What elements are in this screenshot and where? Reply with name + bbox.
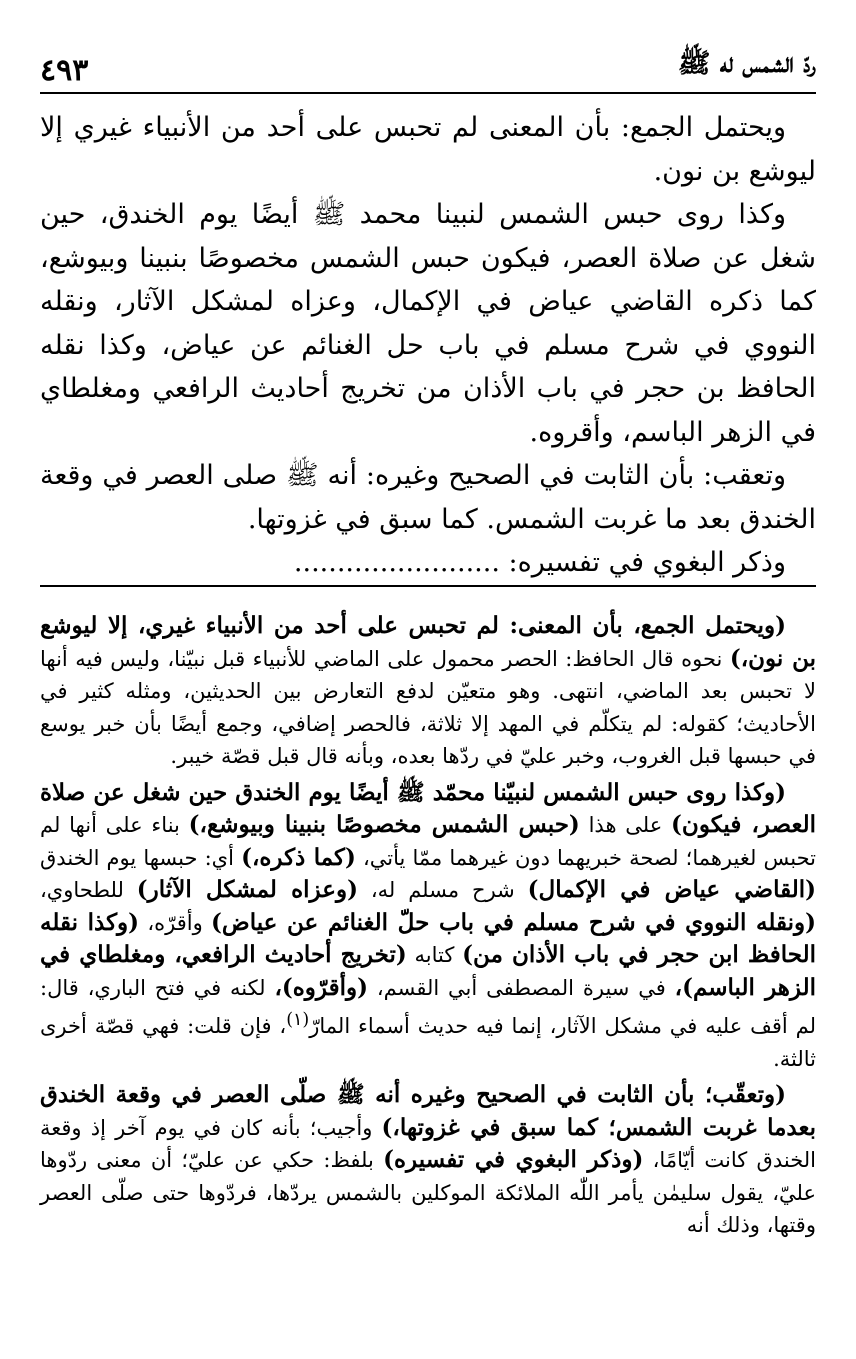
section-divider (40, 585, 816, 587)
quoted-matn: (كما ذكره،) (241, 843, 356, 871)
quoted-matn: (تخريج أحاديث الرافعي، ومغلطاي في الزهر الباسم)، (40, 941, 816, 1001)
commentary-paragraph-1 (40, 610, 816, 773)
sharh-text: وأجيب؛ بأنه كان في يوم آخر إذ وقعة الخندق كانت أيّامًا، (40, 1115, 816, 1172)
quoted-matn: (وكذا روى حبس الشمس لنبيّنا محمّد ﷺ أيضًا يوم الخندق حين شغل عن صلاة العصر، فيكون) (40, 778, 816, 838)
main-text (40, 106, 816, 585)
commentary-text (40, 610, 816, 1246)
sharh-text: في سيرة المصطفى أبي القسم، (367, 975, 675, 1000)
quoted-matn: (وذكر البغوي في تفسيره) (383, 1146, 644, 1173)
quoted-matn: (حبس الشمس مخصوصًا بنبينا وبيوشع،) (188, 811, 580, 838)
sharh-text: لكنه في فتح الباري، قال: لم أقف عليه في مشكل الآثار، إنما فيه حديث أسماء المارّ (40, 975, 816, 1038)
quoted-matn: (وأقرّوه)، (274, 973, 368, 1001)
sharh-text: على هذا (579, 813, 672, 837)
quoted-matn: (وعزاه لمشكل الآثار) (136, 876, 358, 903)
footnote-marker: (١) (286, 1010, 310, 1030)
main-paragraph-3: وتعقب: بأن الثابت في الصحيح وغيره: أنه ﷺ صلى العصر في وقعة الخندق بعد ما غربت الشمس. كما سبق في غزوتها. (40, 460, 816, 535)
sharh-text: كتابه (406, 943, 463, 967)
running-title: ردّ الشمس له ﷺ (677, 48, 816, 79)
page-number: ٤٩٣ (40, 53, 89, 88)
sharh-text: أي: حبسها يوم الخندق (40, 845, 242, 870)
quoted-matn: (ويحتمل الجمع، بأن المعنى: لم تحبس على أحد من الأنبياء غيري، إلا ليوشع بن نون،) (40, 612, 816, 672)
main-paragraph-1: ويحتمل الجمع: بأن المعنى لم تحبس على أحد من الأنبياء غيري إلا ليوشع بن نون. (40, 112, 816, 187)
quoted-matn: (وتعقّب؛ بأن الثابت في الصحيح وغيره أنه ﷺ صلّى العصر في وقعة الخندق بعدما غربت الشمس؛ كما سبق في غزوتها،) (40, 1081, 816, 1141)
commentary-paragraph-2 (40, 777, 816, 1076)
sharh-text: نحوه قال الحافظ: الحصر محمول على الماضي للأنبياء قبل نبيّنا، وليس فيه أنها لا تحبس بعد الماضي، انتهى. وهو متعيّن لدفع التعارض بين الحديثين، ومثله كثير في الأحاديث؛ كقوله: لم يتكلّم في المهد إلا ثلاثة، فالحصر إضافي، وجمع أيضًا بأن خبر يوسع في حبسها قبل الغروب، وخبر عليّ في ردّها بعده، وبأنه قال قبل قصّة خيبر. (40, 646, 816, 768)
page-header (40, 48, 816, 94)
sharh-text: بناء على أنها لم تحبس لغيرهما؛ لصحة خبريهما دون غيرهما ممّا يأتي، (40, 813, 816, 870)
main-paragraph-4: وذكر البغوي في تفسيره: ........................ (293, 547, 786, 578)
sharh-text: وأقرّه، (139, 910, 212, 935)
main-paragraph-2: وكذا روى حبس الشمس لنبينا محمد ﷺ أيضًا يوم الخندق، حين شغل عن صلاة العصر، فيكون حبس الشمس مخصوصًا بنبينا وبيوشع، كما ذكره القاضي عياض في الإكمال، وعزاه لمشكل الآثار، ونقله النووي في شرح مسلم في باب حل الغنائم عن عياض، وكذا نقله الحافظ بن حجر في باب الأذان من تخريج أحاديث الرافعي ومغلطاي في الزهر الباسم، وأقروه. (40, 199, 816, 448)
quoted-matn: (القاضي عياض في الإكمال) (527, 876, 816, 903)
quoted-matn: (وكذا نقله الحافظ ابن حجر في باب الأذان من) (40, 908, 816, 968)
sharh-text: بلفظ: حكي عن عليّ؛ أن معنى ردّوها عليّ، يقول سليمٰن يأمر اللّٰه الملائكة الموكلين بالشمس يردّها، فردّوها حتى صلّى العصر وقتها، وذلك أنه (40, 1148, 816, 1237)
sharh-text: شرح مسلم له، (357, 878, 528, 902)
sharh-text: ، فإن قلت: فهي قصّة أخرى ثالثة. (40, 1014, 816, 1071)
sharh-text: للطحاوي، (40, 878, 137, 902)
quoted-matn: (ونقله النووي في شرح مسلم في باب حلّ الغنائم عن عياض) (211, 908, 817, 936)
commentary-paragraph-3 (40, 1079, 816, 1242)
book-page (40, 0, 816, 1359)
